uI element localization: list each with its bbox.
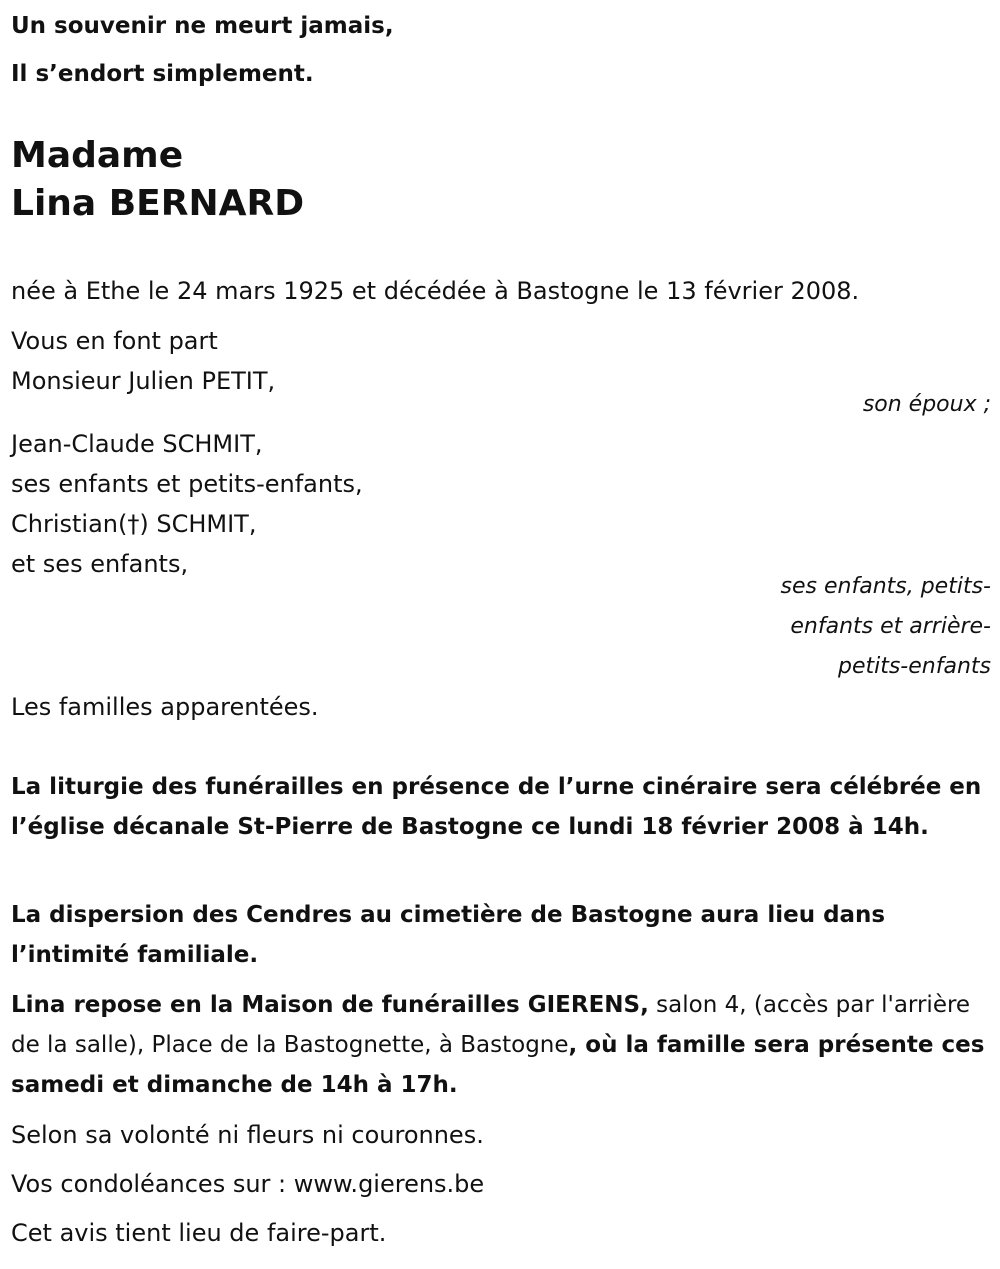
repose-paragraph	[11, 985, 991, 1105]
children-line: Jean-Claude SCHMIT,	[11, 430, 263, 458]
related-families: Les familles apparentées.	[11, 693, 319, 721]
flowers-note: Selon sa volonté ni fleurs ni couronnes.	[11, 1121, 484, 1149]
children-line: Christian(†) SCHMIT,	[11, 510, 257, 538]
announcers-intro: Vous en font part	[11, 327, 218, 355]
deceased-name-block	[11, 132, 304, 228]
liturgy-paragraph: La liturgie des funérailles en présence de l’urne cinéraire sera célébrée en l’église décanale St-Pierre de Bastogne ce lundi 18 février 2008 à 14h.	[11, 774, 982, 840]
deceased-title: Madame	[11, 135, 184, 176]
epigraph-line-1: Un souvenir ne meurt jamais,	[11, 13, 394, 39]
deceased-name: Lina BERNARD	[11, 183, 305, 224]
spouse-name: Monsieur Julien PETIT,	[11, 367, 276, 395]
epigraph-line-2: Il s’endort simplement.	[11, 61, 314, 87]
children-relation-line: ses enfants, petits-	[780, 574, 991, 599]
birth-death-line: née à Ethe le 24 mars 1925 et décédée à Bastogne le 13 février 2008.	[11, 277, 860, 305]
children-relation-line: enfants et arrière-	[790, 614, 991, 639]
repose-bold-end: , où la famille sera présente ces samedi et dimanche de 14h à 17h.	[11, 1032, 985, 1098]
condolences-note: Vos condoléances sur : www.gierens.be	[11, 1170, 485, 1198]
children-line: et ses enfants,	[11, 550, 189, 578]
repose-location: salon 4, (accès par l'arrière de la salle), Place de la Bastognette, à Bastogne	[11, 992, 971, 1058]
children-line: ses enfants et petits-enfants,	[11, 470, 363, 498]
spouse-relation: son époux ;	[862, 392, 991, 417]
repose-bold-start: Lina repose en la Maison de funérailles GIERENS,	[11, 992, 649, 1018]
dispersion-paragraph: La dispersion des Cendres au cimetière de Bastogne aura lieu dans l’intimité familiale.	[11, 902, 886, 968]
notice-line: Cet avis tient lieu de faire-part.	[11, 1219, 387, 1247]
children-relation-line: petits-enfants	[837, 654, 991, 679]
